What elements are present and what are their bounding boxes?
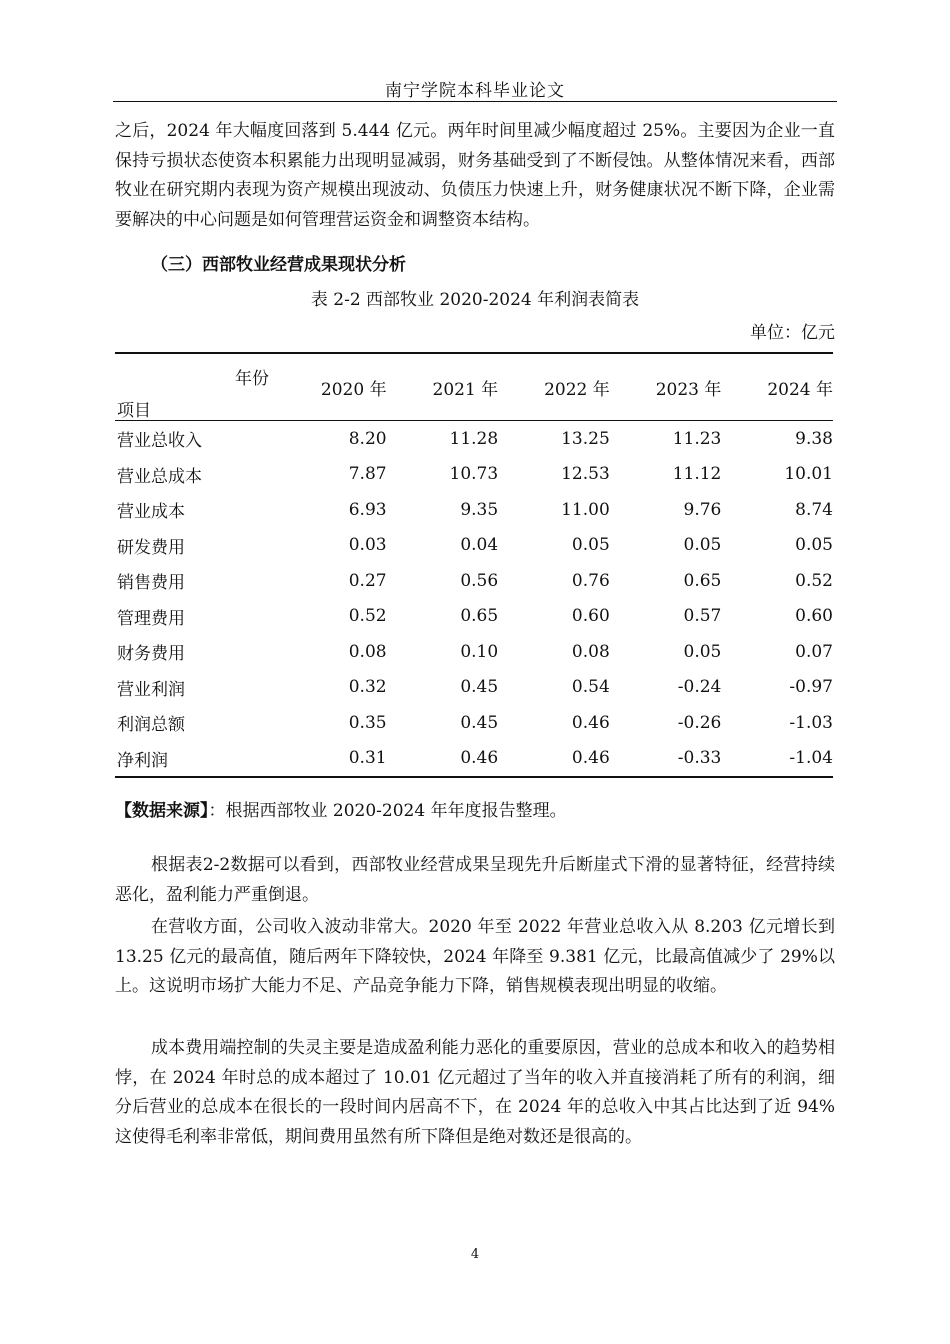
header-rule bbox=[113, 101, 837, 102]
table-cell: 12.53 bbox=[561, 464, 610, 485]
table-cell: 0.04 bbox=[460, 535, 499, 556]
table-cell: 0.65 bbox=[460, 606, 499, 627]
body-paragraph: 根据表2-2数据可以看到，西部牧业经营成果呈现先升后断崖式下滑的显著特征，经营持续恶化，盈利能力严重倒退。 bbox=[115, 855, 835, 905]
table-cell: 0.31 bbox=[348, 748, 387, 769]
table-cell: 0.08 bbox=[571, 641, 610, 662]
table-caption: 表 2-2 西部牧业 2020-2024 年利润表简表 bbox=[310, 290, 640, 310]
row-label: 利润总额 bbox=[117, 715, 185, 736]
table-cell: 0.46 bbox=[571, 712, 610, 733]
table-cell: 0.46 bbox=[460, 748, 499, 769]
column-header: 2021 年 bbox=[432, 379, 499, 400]
table-cell: 0.07 bbox=[795, 641, 833, 662]
table-cell: 0.52 bbox=[795, 570, 833, 591]
column-header: 2023 年 bbox=[655, 379, 722, 400]
table-source-note bbox=[115, 796, 567, 821]
table-cell: 8.74 bbox=[795, 499, 833, 520]
table-cell: 9.35 bbox=[460, 499, 499, 520]
table-cell: 0.08 bbox=[348, 641, 387, 662]
table-cell: 0.54 bbox=[571, 677, 610, 698]
table-cell: 0.57 bbox=[683, 606, 722, 627]
table-cell: 8.20 bbox=[348, 428, 387, 449]
column-header: 2020 年 bbox=[320, 379, 387, 400]
table-cell: 0.52 bbox=[348, 606, 387, 627]
column-header: 2024 年 bbox=[767, 379, 833, 400]
table-row bbox=[115, 492, 833, 528]
table-cell: 0.05 bbox=[683, 641, 722, 662]
corner-header-cell bbox=[115, 353, 275, 421]
row-label: 营业总成本 bbox=[117, 466, 202, 487]
row-label: 财务费用 bbox=[117, 644, 185, 665]
corner-year-label: 年份 bbox=[235, 369, 269, 389]
table-row bbox=[115, 528, 833, 564]
table-cell: 7.87 bbox=[348, 464, 387, 485]
table-cell: 9.76 bbox=[683, 499, 722, 520]
table-cell: 11.12 bbox=[672, 464, 722, 485]
table-cell: 0.05 bbox=[795, 535, 833, 556]
table-cell: 0.60 bbox=[795, 606, 833, 627]
row-label: 净利润 bbox=[117, 750, 168, 771]
intro-paragraph: 之后，2024 年大幅度回落到 5.444 亿元。两年时间里减少幅度超过 25%。主要因为企业一直保持亏损状态使资本积累能力出现明显减弱，财务基础受到了不断侵蚀。从整体情况来看，西部牧业在研究期内表现为资产规模出现波动、负债压力快速上升，财务健康状况不断下降，企业需要解决的中心问题是如何管理营运资金和调整资本结构。 bbox=[115, 121, 835, 230]
table-cell: -0.97 bbox=[789, 677, 833, 698]
table-row bbox=[115, 705, 833, 741]
row-label: 营业利润 bbox=[117, 679, 185, 700]
page-header-title: 南宁学院本科毕业论文 bbox=[385, 81, 565, 101]
table-cell: -0.24 bbox=[677, 677, 722, 698]
table-cell: 9.38 bbox=[795, 428, 833, 449]
table-row bbox=[115, 741, 833, 778]
table-cell: 0.35 bbox=[348, 712, 387, 733]
column-header: 2022 年 bbox=[544, 379, 610, 400]
corner-item-label: 项目 bbox=[117, 401, 151, 421]
table-cell: -1.04 bbox=[789, 748, 833, 769]
section-heading: （三）西部牧业经营成果现状分析 bbox=[151, 255, 406, 275]
source-label: 【数据来源】 bbox=[115, 801, 209, 821]
profit-table bbox=[115, 352, 833, 778]
table-cell: 0.10 bbox=[460, 641, 499, 662]
table-cell: 11.00 bbox=[561, 499, 610, 520]
row-label: 管理费用 bbox=[117, 608, 185, 629]
table-row bbox=[115, 457, 833, 493]
table-cell: 0.45 bbox=[460, 712, 499, 733]
table-row bbox=[115, 563, 833, 599]
table-cell: 0.03 bbox=[348, 535, 387, 556]
table-cell: 0.05 bbox=[571, 535, 610, 556]
row-label: 研发费用 bbox=[117, 537, 185, 558]
body-paragraph: 在营收方面，公司收入波动非常大。2020 年至 2022 年营业总收入从 8.203 亿元增长到 13.25 亿元的最高值，随后两年下降较快，2024 年降至 9.381 亿元，比最高值减少了 29%以上。这说明市场扩大能力不足、产品竞争能力下降，销售规模表现出明显的收缩。 bbox=[115, 917, 835, 996]
source-text: ：根据西部牧业 2020-2024 年年度报告整理。 bbox=[208, 801, 567, 821]
row-label: 营业成本 bbox=[117, 502, 185, 523]
table-cell: 0.32 bbox=[348, 677, 387, 698]
table-cell: 0.60 bbox=[571, 606, 610, 627]
table-cell: 0.46 bbox=[571, 748, 610, 769]
table-row bbox=[115, 634, 833, 670]
table-unit: 单位：亿元 bbox=[750, 323, 835, 343]
table-cell: 0.05 bbox=[683, 535, 722, 556]
table-cell: 11.23 bbox=[672, 428, 722, 449]
table-cell: 0.27 bbox=[348, 570, 387, 591]
table-cell: -0.26 bbox=[677, 712, 722, 733]
table-cell: 11.28 bbox=[449, 428, 499, 449]
row-label: 销售费用 bbox=[117, 573, 185, 594]
table-cell: 10.01 bbox=[784, 464, 833, 485]
table-cell: 0.45 bbox=[460, 677, 499, 698]
table-cell: 0.65 bbox=[683, 570, 722, 591]
body-paragraph: 成本费用端控制的失灵主要是造成盈利能力恶化的重要原因，营业的总成本和收入的趋势相悖，在 2024 年时总的成本超过了 10.01 亿元超过了当年的收入并直接消耗了所有的利润，细分后营业的总成本在很长的一段时间内居高不下，在 2024 年的总收入中其占比达到了近 94%这使得毛利率非常低，期间费用虽然有所下降但是绝对数还是很高的。 bbox=[115, 1038, 835, 1147]
table-cell: 10.73 bbox=[449, 464, 499, 485]
table-cell: 0.76 bbox=[571, 570, 610, 591]
table-cell: 6.93 bbox=[348, 499, 387, 520]
table-cell: 0.56 bbox=[460, 570, 499, 591]
table-row bbox=[115, 670, 833, 706]
table-cell: -0.33 bbox=[677, 748, 722, 769]
table-cell: -1.03 bbox=[789, 712, 833, 733]
page-number: 4 bbox=[470, 1247, 480, 1262]
table-header-row bbox=[115, 353, 833, 421]
table-row bbox=[115, 421, 833, 457]
table-cell: 13.25 bbox=[561, 428, 610, 449]
row-label: 营业总收入 bbox=[117, 431, 202, 452]
table-row bbox=[115, 599, 833, 635]
